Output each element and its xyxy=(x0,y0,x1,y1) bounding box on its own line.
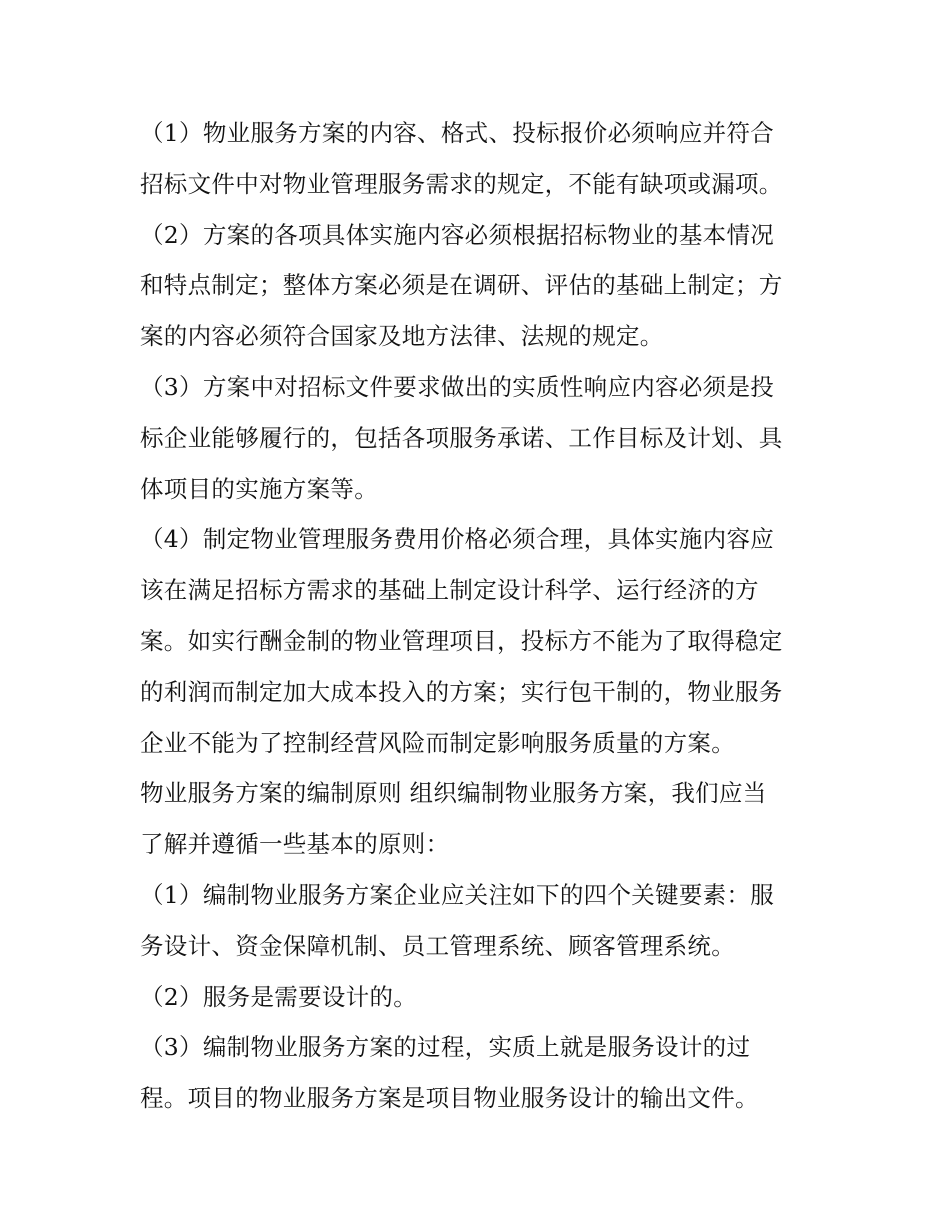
text-line: （3）方案中对招标文件要求做出的实质性响应内容必须是投 xyxy=(140,372,775,401)
document-body xyxy=(140,108,820,1124)
text-line: 的利润而制定加大成本投入的方案；实行包干制的，物业服务 xyxy=(140,677,783,706)
text-line: 该在满足招标方需求的基础上制定设计科学、运行经济的方 xyxy=(140,576,759,605)
text-line: 招标文件中对物业管理服务需求的规定，不能有缺项或漏项。 xyxy=(140,169,783,198)
text-line: 案。如实行酬金制的物业管理项目，投标方不能为了取得稳定 xyxy=(140,626,783,655)
text-line: 务设计、资金保障机制、员工管理系统、顾客管理系统。 xyxy=(140,931,735,960)
text-line: 企业不能为了控制经营风险而制定影响服务质量的方案。 xyxy=(140,728,735,757)
text-line: 标企业能够履行的，包括各项服务承诺、工作目标及计划、具 xyxy=(140,423,783,452)
text-line: 体项目的实施方案等。 xyxy=(140,474,378,503)
text-line: （4）制定物业管理服务费用价格必须合理，具体实施内容应 xyxy=(140,525,775,554)
text-line: （2）服务是需要设计的。 xyxy=(140,982,418,1011)
text-line: 物业服务方案的编制原则 组织编制物业服务方案，我们应当 xyxy=(140,779,767,808)
text-line: 和特点制定；整体方案必须是在调研、评估的基础上制定；方 xyxy=(140,271,783,300)
text-line: （2）方案的各项具体实施内容必须根据招标物业的基本情况 xyxy=(140,220,775,249)
text-line: 程。项目的物业服务方案是项目物业服务设计的输出文件。 xyxy=(140,1084,759,1113)
text-line: 了解并遵循一些基本的原则： xyxy=(140,830,450,859)
text-line: （1）编制物业服务方案企业应关注如下的四个关键要素：服 xyxy=(140,880,775,909)
text-line: 案的内容必须符合国家及地方法律、法规的规定。 xyxy=(140,322,664,351)
text-line: （3）编制物业服务方案的过程，实质上就是服务设计的过 xyxy=(140,1033,751,1062)
text-line: （1）物业服务方案的内容、格式、投标报价必须响应并符合 xyxy=(140,119,775,147)
